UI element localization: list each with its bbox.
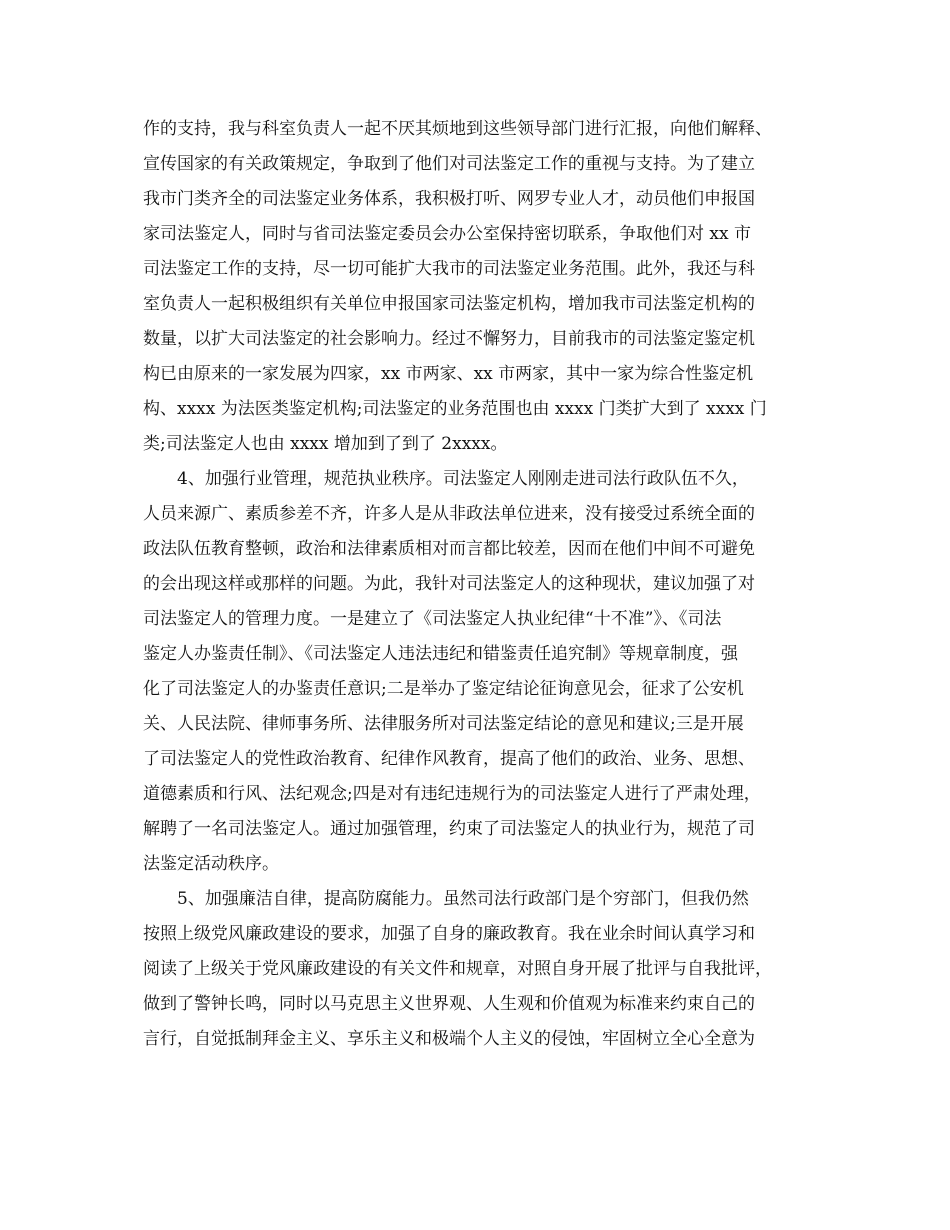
text-line: 的会出现这样或那样的问题。为此，我针对司法鉴定人的这种现状，建议加强了对 <box>143 574 755 594</box>
text-line: 类;司法鉴定人也由 xxxx 增加到了到了 2xxxx。 <box>143 434 508 454</box>
text-line: 构、xxxx 为法医类鉴定机构;司法鉴定的业务范围也由 xxxx 门类扩大到了 xxxx 门 <box>143 399 767 419</box>
text-line: 言行，自觉抵制拜金主义、享乐主义和极端个人主义的侵蚀，牢固树立全心全意为 <box>143 1029 755 1049</box>
text-line: 按照上级党风廉政建设的要求，加强了自身的廉政教育。我在业余时间认真学习和 <box>143 924 755 944</box>
text-line: 司法鉴定人的管理力度。一是建立了《司法鉴定人执业纪律“十不准”》、《司法 <box>143 609 722 629</box>
text-line: 我市门类齐全的司法鉴定业务体系，我积极打听、网罗专业人才，动员他们申报国 <box>143 189 755 209</box>
text-line: 数量，以扩大司法鉴定的社会影响力。经过不懈努力，目前我市的司法鉴定鉴定机 <box>143 329 755 349</box>
text-line: 法鉴定活动秩序。 <box>143 854 279 874</box>
body-text <box>143 112 833 1057</box>
paragraph-first-line: 4、加强行业管理，规范执业秩序。司法鉴定人刚刚走进司法行政队伍不久， <box>177 469 749 489</box>
text-line: 宣传国家的有关政策规定，争取到了他们对司法鉴定工作的重视与支持。为了建立 <box>143 154 755 174</box>
text-line: 了司法鉴定人的党性政治教育、纪律作风教育，提高了他们的政治、业务、思想、 <box>143 749 755 769</box>
text-line: 人员来源广、素质参差不齐，许多人是从非政法单位进来，没有接受过系统全面的 <box>143 504 755 524</box>
text-line: 政法队伍教育整顿，政治和法律素质相对而言都比较差，因而在他们中间不可避免 <box>143 539 755 559</box>
text-line: 作的支持，我与科室负责人一起不厌其烦地到这些领导部门进行汇报，向他们解释、 <box>143 119 772 139</box>
text-line: 家司法鉴定人，同时与省司法鉴定委员会办公室保持密切联系，争取他们对 xx 市 <box>143 224 751 244</box>
text-line: 解聘了一名司法鉴定人。通过加强管理，约束了司法鉴定人的执业行为，规范了司 <box>143 819 755 839</box>
text-line: 司法鉴定工作的支持，尽一切可能扩大我市的司法鉴定业务范围。此外，我还与科 <box>143 259 755 279</box>
text-line: 阅读了上级关于党风廉政建设的有关文件和规章，对照自身开展了批评与自我批评， <box>143 959 772 979</box>
text-line: 化了司法鉴定人的办鉴责任意识;二是举办了鉴定结论征询意见会，征求了公安机 <box>143 679 744 699</box>
text-line: 关、人民法院、律师事务所、法律服务所对司法鉴定结论的意见和建议;三是开展 <box>143 714 744 734</box>
text-line: 室负责人一起积极组织有关单位申报国家司法鉴定机构，增加我市司法鉴定机构的 <box>143 294 755 314</box>
text-line: 鉴定人办鉴责任制》、《司法鉴定人违法违纪和错鉴责任追究制》等规章制度，强 <box>143 644 738 664</box>
text-line: 做到了警钟长鸣，同时以马克思主义世界观、人生观和价值观为标准来约束自己的 <box>143 994 755 1014</box>
text-line: 构已由原来的一家发展为四家，xx 市两家、xx 市两家，其中一家为综合性鉴定机 <box>143 364 754 384</box>
text-line: 道德素质和行风、法纪观念;四是对有违纪违规行为的司法鉴定人进行了严肃处理， <box>143 784 761 804</box>
paragraph-first-line: 5、加强廉洁自律，提高防腐能力。虽然司法行政部门是个穷部门，但我仍然 <box>177 889 749 909</box>
